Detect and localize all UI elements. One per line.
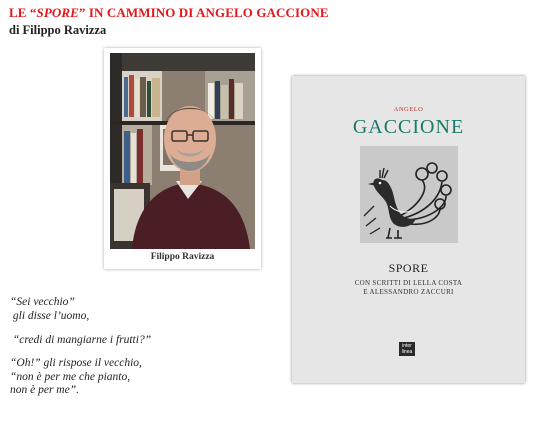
book-subtitle-line-2: E ALESSANDRO ZACCURI: [363, 288, 454, 296]
book-title: SPORE: [388, 261, 429, 275]
poem-line: “credi di mangiarne i frutti?”: [10, 334, 152, 346]
book-subtitle-line-1: CON SCRITTI DI LELLA COSTA: [354, 279, 463, 287]
peacock-icon: [360, 146, 458, 243]
book-author-first-name: ANGELO: [393, 106, 424, 113]
author-photo-card: [104, 48, 261, 269]
poem-line: gli disse l’uomo,: [10, 309, 90, 322]
article-title: LE “SPORE” IN CAMMINO DI ANGELO GACCIONE: [9, 5, 329, 20]
publisher-logo: inter linea: [399, 342, 415, 356]
portrait-image: [110, 53, 255, 249]
poem-line: “non è per me che pianto,: [10, 370, 131, 383]
poem-stanza-1: [10, 296, 89, 323]
photo-caption: Filippo Ravizza: [150, 252, 215, 262]
poem-line: “Oh!” gli rispose il vecchio,: [10, 357, 142, 369]
article-byline: di Filippo Ravizza: [9, 23, 107, 37]
poem-stanza-2: [10, 334, 151, 348]
book-author-last-name: GACCIONE: [352, 116, 465, 138]
author-photo: [110, 53, 255, 249]
book-cover: [292, 76, 525, 383]
poem-stanza-3: [10, 357, 142, 398]
poem-line: non è per me”.: [10, 384, 79, 396]
poem-line: “Sei vecchio”: [10, 296, 75, 308]
